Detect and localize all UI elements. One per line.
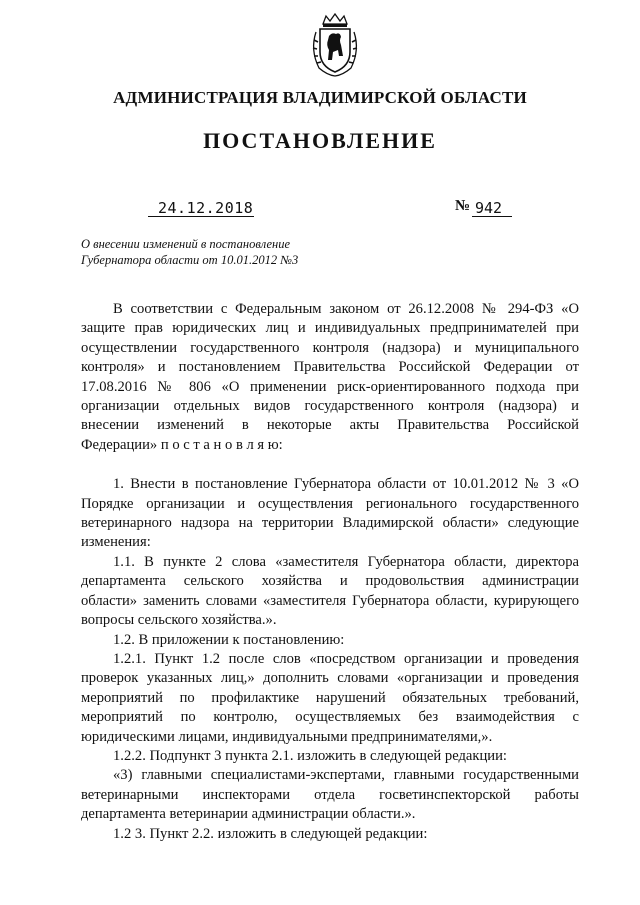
text-line: осуществлении государственного контроля (надзора) и муниципального [81,339,579,356]
text-line: 1.2.2. Подпункт 3 пункта 2.1. изложить в следующей редакции: [113,747,507,764]
document-number: 942 [475,199,503,217]
text-line: Федерации» п о с т а н о в л я ю: [81,436,283,453]
organization-title: АДМИНИСТРАЦИЯ ВЛАДИМИРСКОЙ ОБЛАСТИ [113,88,527,107]
paragraph-item-1-2-2 [81,747,579,766]
text-line: внесении изменений в некоторые акты Правительства Российской [81,417,579,434]
text-line: мероприятий по контролю, осуществляемых без взаимодействия с [81,709,579,726]
text-line: Порядке организации и осуществления регионального государственного [81,495,579,512]
paragraph-item-1-2-3 [81,825,579,844]
number-underline [472,216,512,217]
text-line: вопросы сельского хозяйства.». [81,612,277,629]
text-line: организации отдельных видов государственного контроля (надзора) и [81,398,579,415]
document-date: 24.12.2018 [158,199,254,217]
text-line: контроля» и постановлением Правительства Российской Федерации от [81,359,579,376]
text-line: 1. Внести в постановление Губернатора области от 10.01.2012 № 3 «О [113,476,579,493]
coat-of-arms-icon [305,12,365,78]
paragraph-item-1-2-1 [81,650,579,747]
paragraph-quote-3 [81,766,579,824]
text-line: юридическими лицами, индивидуальными предпринимателями,». [81,728,493,745]
document-body [81,300,579,844]
document-subject [81,236,298,268]
text-line: защите прав юридических лиц и индивидуальных предпринимателей при [81,320,579,337]
date-underline [148,216,254,217]
paragraph-item-1-1 [81,553,579,631]
text-line: 1.1. В пункте 2 слова «заместителя Губернатора области, директора [113,553,579,570]
text-line: изменения: [81,534,151,551]
text-line: мероприятий по профилактике нарушений обязательных требований, [81,689,579,706]
text-line: В соответствии с Федеральным законом от 26.12.2008 № 294-ФЗ «О [113,301,579,317]
number-label: № [455,198,471,214]
paragraph-item-1-2 [81,631,579,650]
text-line: 17.08.2016 № 806 «О применении риск-ориентированного подхода при [81,378,579,395]
subject-line: О внесении изменений в постановление [81,237,291,251]
text-line: «3) главными специалистами-экспертами, главными государственными [113,767,579,784]
text-line: области» заменить словами «заместителя Губернатора области, курирующего [81,592,579,609]
subject-line: Губернатора области от 10.01.2012 №3 [81,253,299,267]
text-line: 1.2. В приложении к постановлению: [113,631,345,648]
text-line: департамента сельского хозяйства и продовольствия администрации [81,573,579,590]
text-line: 1.2.1. Пункт 1.2 после слов «посредством организации и проведения [113,650,579,667]
text-line: ветеринарными инспекторами отдела госветинспекторской работы [81,786,579,803]
text-line: департамента ветеринарии администрации области.». [81,806,416,823]
paragraph-preamble [81,300,579,455]
text-line: проверок указанных лиц,» дополнить словами «организации и проведения [81,670,579,687]
text-line: 1.2 3. Пункт 2.2. изложить в следующей редакции: [113,825,428,842]
document-type-title: ПОСТАНОВЛЕНИЕ [203,128,437,153]
text-line: ветеринарного надзора на территории Владимирской области» следующие [81,515,579,532]
paragraph-item-1 [81,475,579,553]
